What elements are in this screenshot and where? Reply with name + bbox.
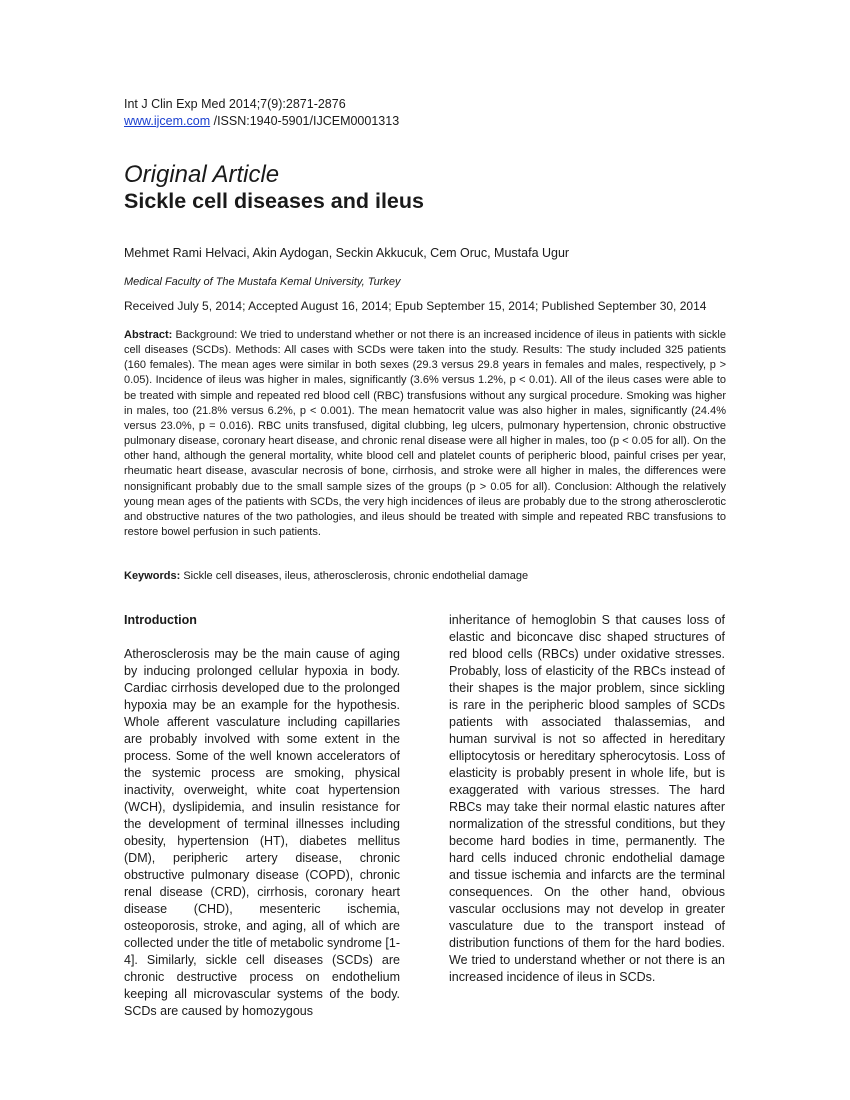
journal-citation: Int J Clin Exp Med 2014;7(9):2871-2876 (124, 97, 346, 111)
intro-paragraph-left: Atherosclerosis may be the main cause of aging by inducing prolonged cellular hypoxia in body. Cardiac cirrhosis developed due to the prolonged hypoxia may be an example for the hypothesis. Whole afferent vasculature including capillaries are probably involved with some extent in the process. Some of the well known accelerators of the systemic process are smoking, physical inactivity, overweight, white coat hypertension (WCH), dyslipidemia, and insulin resistance for the development of terminal illnesses including obesity, hypertension (HT), diabetes mellitus (DM), peripheric artery disease, chronic obstructive pulmonary disease (COPD), chronic renal disease (CRD), cirrhosis, coronary heart disease (CHD), mesenteric ischemia, osteoporosis, stroke, and aging, all of which are collected under the title of metabolic syndrome [1-4]. Similarly, sickle cell diseases (SCDs) are chronic destructive process on endothelium keeping all microvascular systems of the body. SCDs are caused by homozygous (124, 647, 400, 1018)
keywords-text: Sickle cell diseases, ileus, atherosclerosis, chronic endothelial damage (183, 570, 529, 582)
journal-header (124, 96, 399, 129)
affiliation: Medical Faculty of The Mustafa Kemal University, Turkey (124, 276, 401, 288)
journal-web-line (124, 113, 399, 130)
publication-dates: Received July 5, 2014; Accepted August 16, 2014; Epub September 15, 2014; Published September 30, 2014 (124, 299, 707, 313)
abstract-label: Abstract: (124, 329, 173, 341)
author-list: Mehmet Rami Helvaci, Akin Aydogan, Seckin Akkucuk, Cem Oruc, Mustafa Ugur (124, 246, 570, 260)
intro-paragraph-right: inheritance of hemoglobin S that causes loss of elastic and biconcave disc shaped structures of red blood cells (RBCs) under oxidative stresses. Probably, loss of elasticity of the RBCs instead of their shapes is the major problem, since sickling is rare in the peripheric blood samples of SCDs patients with associated thalassemias, and human survival is not so affected in hereditary elliptocytosis or hereditary spherocytosis. Loss of elasticity is probably present in whole life, but is exaggerated with various stresses. The hard RBCs may take their normal elastic natures after normalization of the stressful conditions, but they become hard bodies in time, permanently. The hard cells induced chronic endothelial damage and tissue ischemia and infarcts are the terminal consequences. On the other hand, obvious vascular occlusions may not develop in greater vasculature due to the transport instead of distribution functions of them for the hard bodies. We tried to understand whether or not there is an increased incidence of ileus in SCDs. (449, 613, 725, 984)
section-heading-introduction: Introduction (124, 613, 197, 627)
journal-issn: /ISSN:1940-5901/IJCEM0001313 (213, 113, 400, 128)
keywords (124, 570, 528, 582)
keywords-label: Keywords: (124, 570, 181, 582)
article-type: Original Article (124, 161, 280, 188)
body-column-right (449, 612, 725, 986)
body-column-left (124, 612, 400, 1020)
journal-website-link[interactable]: www.ijcem.com (124, 113, 211, 128)
abstract-text: Background: We tried to understand whether or not there is an increased incidence of ileus in patients with sickle cell diseases (SCDs). Methods: All cases with SCDs were taken into the study. Results: The study included 325 patients (160 females). The mean ages were similar in both sexes (29.3 versus 29.8 years in females and males, respectively, p > 0.05). Incidence of ileus was higher in males, significantly (3.6% versus 1.2%, p < 0.01). All of the ileus cases were able to be treated with simple and repeated red blood cell (RBC) transfusions without any surgical procedure. Smoking was higher in males, too (21.8% versus 6.2%, p < 0.001). The mean hematocrit value was also higher in males, significantly (24.4% versus 23.0%, p = 0.016). RBC units transfused, digital clubbing, leg ulcers, pulmonary hypertension, chronic obstructive pulmonary disease, coronary heart disease, and chronic renal disease were all higher in males, too (p < 0.05 for all). On the other hand, although the general mortality, white blood cell and platelet counts of peripheric blood, painful crises per year, rheumatic heart disease, avascular necrosis of bone, cirrhosis, and stroke were all higher in males, the differences were nonsignificant probably due to the small sample sizes of the groups (p > 0.05 for all). Conclusion: Although the relatively young mean ages of the patients with SCDs, the very high incidences of ileus are probably due to the strong atherosclerotic and obstructive natures of the two pathologies, and ileus should be treated with simple and repeated RBC transfusions to restore bowel perfusion in such patients. (124, 329, 726, 539)
abstract (124, 328, 726, 540)
article-title: Sickle cell diseases and ileus (124, 189, 424, 213)
